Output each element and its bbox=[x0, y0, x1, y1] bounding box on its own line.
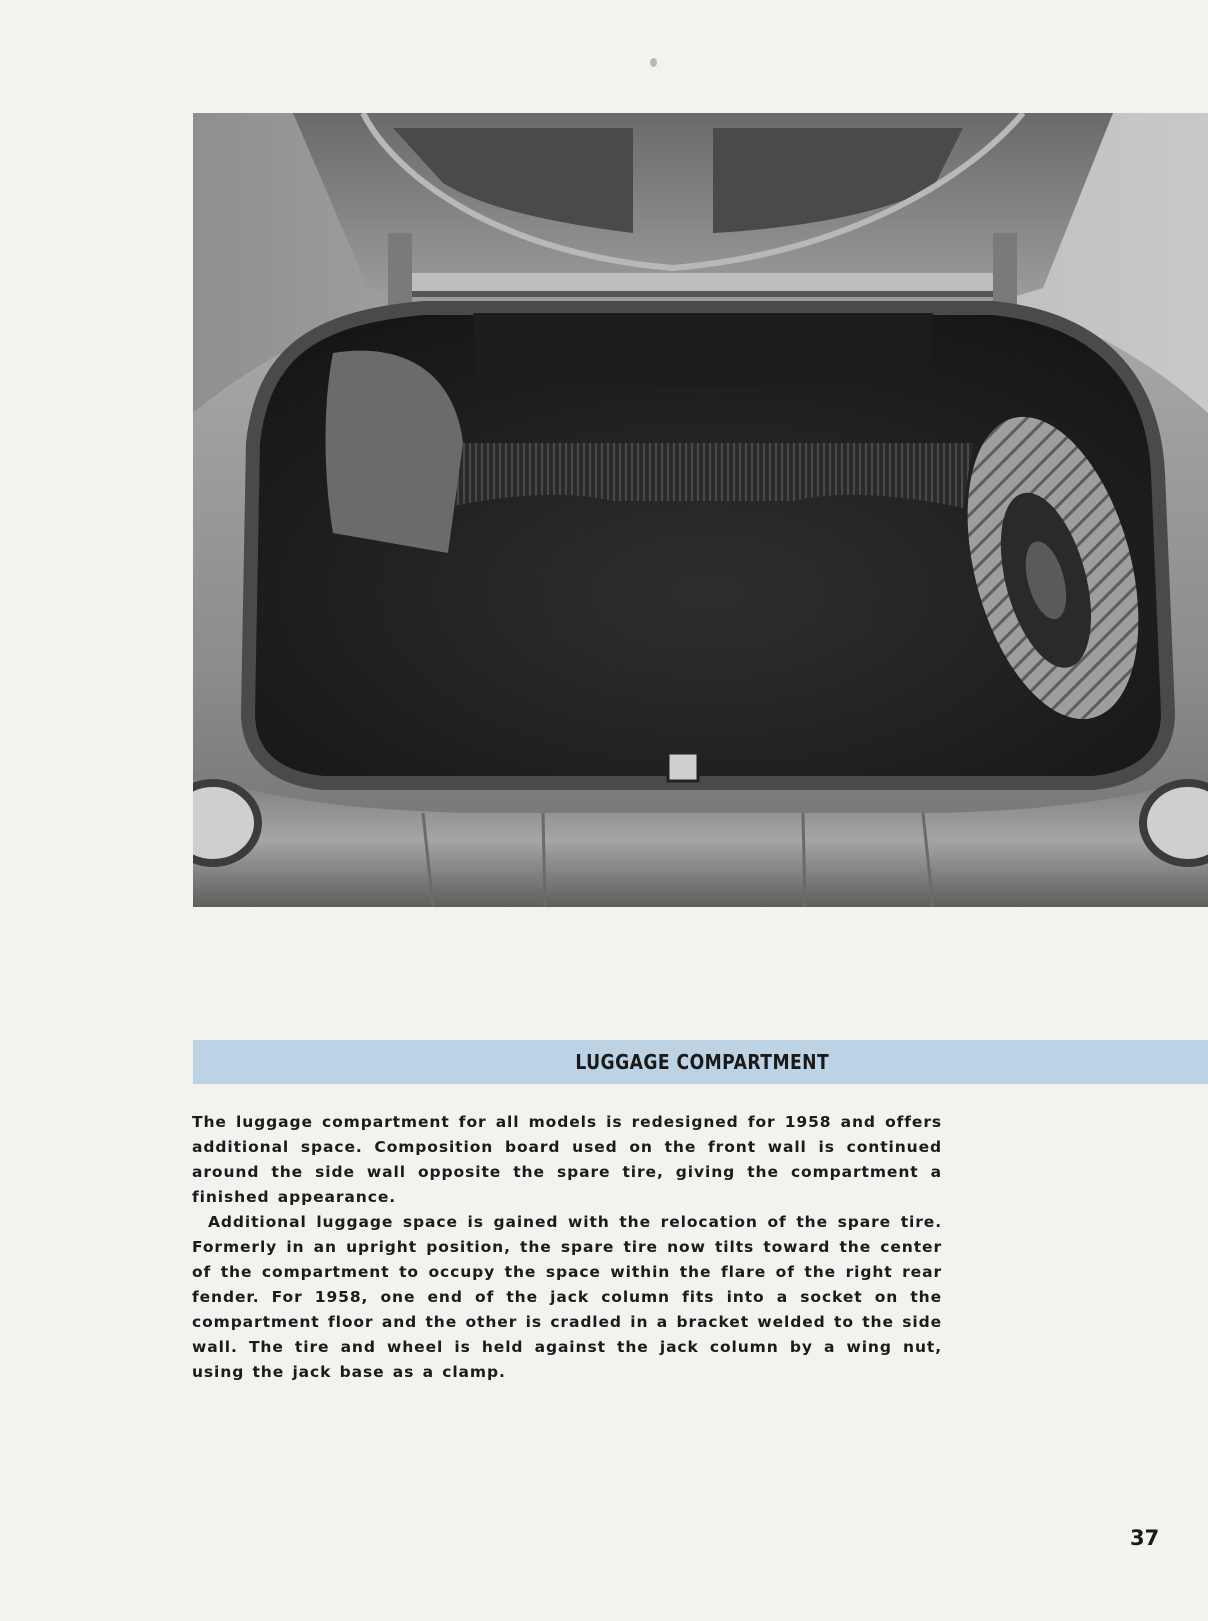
trunk-illustration bbox=[193, 113, 1208, 907]
section-heading-band bbox=[193, 1040, 1208, 1084]
paragraph: The luggage compartment for all models is redesigned for 1958 and offers additional space. Composition board used on the front wall is continued around the side wall opposite the spare tire, giving the compartment a finished appearance. bbox=[192, 1113, 942, 1206]
luggage-compartment-photo bbox=[193, 113, 1208, 907]
page-number: 37 bbox=[1130, 1526, 1160, 1550]
paper-speck bbox=[650, 58, 657, 67]
paragraph: Additional luggage space is gained with the relocation of the spare tire. Formerly in an upright position, the spare tire now tilts toward the center of the compartment to occupy the space within the flare of the right rear fender. For 1958, one end of the jack column fits into a socket on the compartment floor and the other is cradled in a bracket welded to the side wall. The tire and wheel is held against the jack column by a wing nut, using the jack base as a clamp. bbox=[192, 1213, 942, 1381]
section-heading: LUGGAGE COMPARTMENT bbox=[575, 1050, 830, 1074]
body-text bbox=[192, 1110, 942, 1385]
